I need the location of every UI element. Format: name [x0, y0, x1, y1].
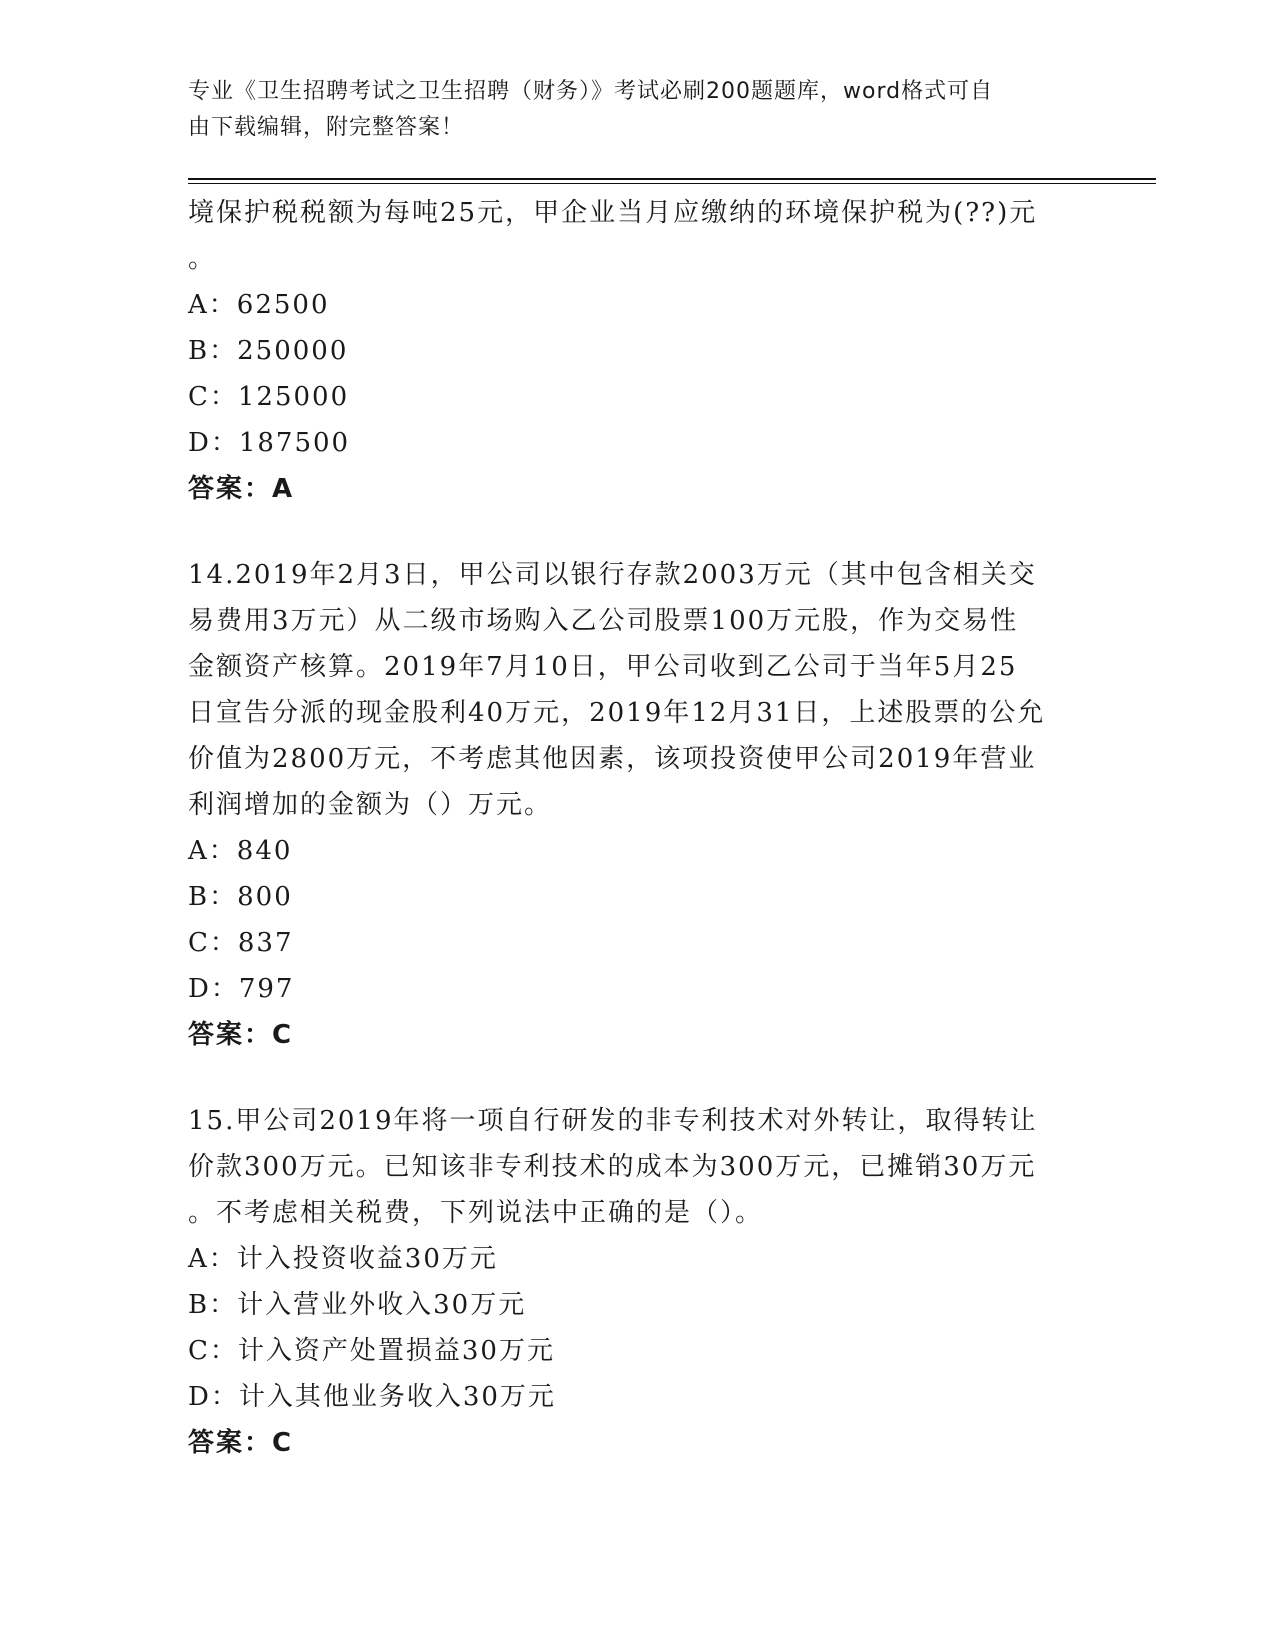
question-15-stem-line-1: 15.甲公司2019年将一项自行研发的非专利技术对外转让，取得转让	[188, 1106, 1038, 1136]
question-15-answer: 答案：C	[188, 1428, 294, 1458]
question-14-stem-line-2: 易费用3万元）从二级市场购入乙公司股票100万元股，作为交易性	[188, 606, 1019, 636]
question-14-stem-line-1: 14.2019年2月3日，甲公司以银行存款2003万元（其中包含相关交	[188, 560, 1037, 590]
header-line-1: 专业《卫生招聘考试之卫生招聘（财务）》考试必刷200题题库，word格式可自	[188, 79, 994, 104]
question-15-option-b: B：计入营业外收入30万元	[188, 1290, 527, 1320]
question-13-option-c: C：125000	[188, 382, 350, 412]
question-14-stem-line-4: 日宣告分派的现金股利40万元，2019年12月31日，上述股票的公允	[188, 698, 1046, 728]
header-line-2: 由下载编辑，附完整答案！	[188, 115, 465, 140]
question-14-option-a: A：840	[188, 836, 293, 866]
question-spacer	[188, 1058, 1088, 1098]
question-13-stem-line-1: 境保护税税额为每吨25元，甲企业当月应缴纳的环境保护税为(??)元	[188, 198, 1038, 228]
question-14-stem-line-5: 价值为2800万元，不考虑其他因素，该项投资使甲公司2019年营业	[188, 744, 1037, 774]
question-15-stem-line-3: 。不考虑相关税费，下列说法中正确的是（）。	[188, 1198, 764, 1228]
question-15-option-c: C：计入资产处置损益30万元	[188, 1336, 555, 1366]
question-14-option-b: B：800	[188, 882, 293, 912]
question-15-option-a: A：计入投资收益30万元	[188, 1244, 498, 1274]
question-15-stem-line-2: 价款300万元。已知该非专利技术的成本为300万元，已摊销30万元	[188, 1152, 1037, 1182]
question-14-answer: 答案：C	[188, 1020, 294, 1050]
question-13-option-d: D：187500	[188, 428, 351, 458]
question-15	[188, 1098, 1088, 1466]
question-13-option-a: A：62500	[188, 290, 330, 320]
question-13-stem-line-2: 。	[188, 244, 217, 274]
question-14	[188, 552, 1088, 1058]
document-body	[188, 190, 1088, 1466]
document-header	[188, 74, 1078, 146]
question-13-answer: 答案：A	[188, 474, 295, 504]
question-13-option-b: B：250000	[188, 336, 349, 366]
question-14-stem-line-6: 利润增加的金额为（）万元。	[188, 790, 553, 820]
question-14-option-c: C：837	[188, 928, 294, 958]
question-14-option-d: D：797	[188, 974, 295, 1004]
question-14-stem-line-3: 金额资产核算。2019年7月10日，甲公司收到乙公司于当年5月25	[188, 652, 1018, 682]
question-13	[188, 190, 1088, 512]
question-spacer	[188, 512, 1088, 552]
header-divider-thin	[188, 183, 1156, 184]
question-15-option-d: D：计入其他业务收入30万元	[188, 1382, 556, 1412]
header-divider-thick	[188, 178, 1156, 180]
